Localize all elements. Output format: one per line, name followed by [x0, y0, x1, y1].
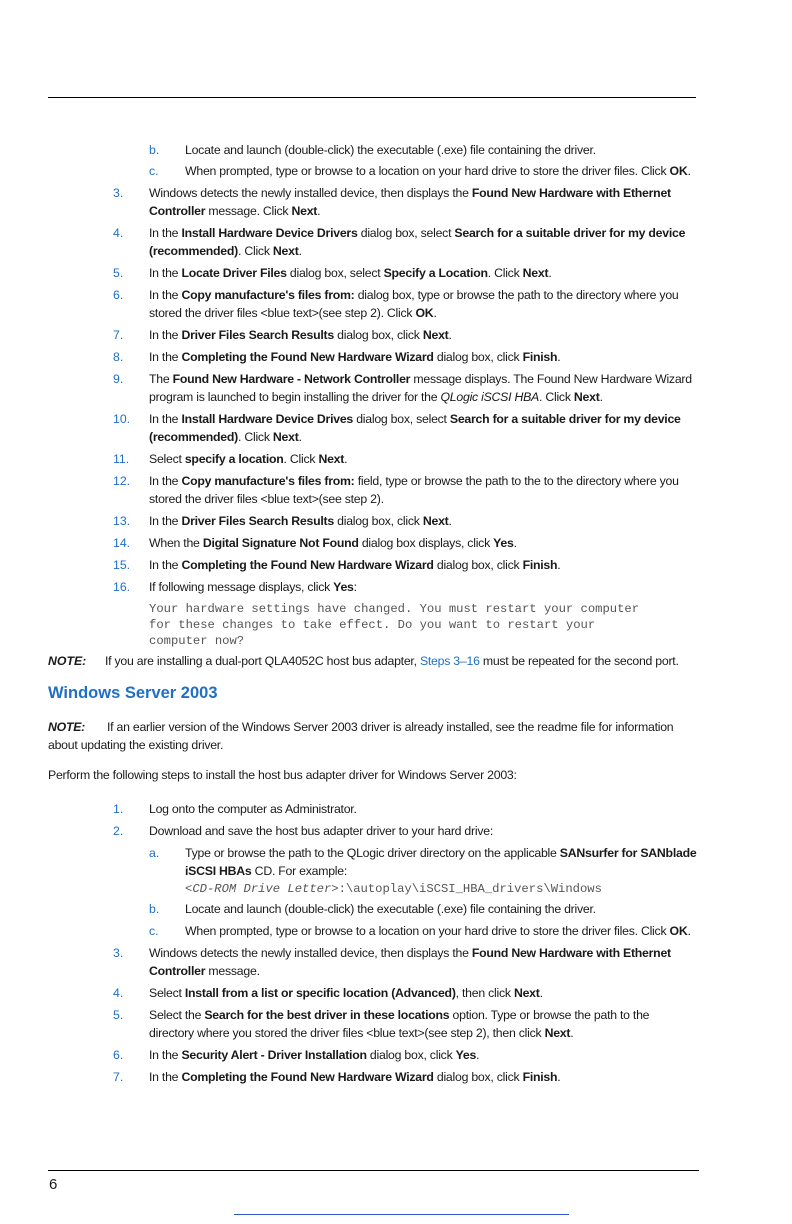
step-number: 7. [113, 328, 124, 342]
step-number: 4. [113, 986, 124, 1000]
step-text: In the Copy manufacture's files from: dialog box, type or browse the path to the directory where you stored the driver files <blue text>(see step 2). Click OK. [149, 288, 679, 320]
step-number: 9. [113, 372, 124, 386]
step-number: 5. [113, 266, 124, 280]
footer-link-line[interactable] [234, 1214, 569, 1215]
step-text: Locate and launch (double-click) the executable (.exe) file containing the driver. [185, 143, 596, 157]
step-text: Select Install from a list or specific location (Advanced), then click Next. [149, 986, 543, 1000]
step-text: In the Install Hardware Device Drives dialog box, select Search for a suitable driver for my device (recommended). Click Next. [149, 412, 681, 444]
intro-paragraph: Perform the following steps to install the host bus adapter driver for Windows Server 2003: [48, 768, 517, 782]
step-text: Download and save the host bus adapter driver to your hard drive: [149, 824, 493, 838]
step-text: The Found New Hardware - Network Controller message displays. The Found New Hardware Wizard program is launched to begin installing the driver for the QLogic iSCSI HBA. Click Next. [149, 372, 692, 404]
step-text: When the Digital Signature Not Found dialog box displays, click Yes. [149, 536, 517, 550]
step-text: In the Driver Files Search Results dialog box, click Next. [149, 514, 452, 528]
step-text: In the Completing the Found New Hardware Wizard dialog box, click Finish. [149, 558, 561, 572]
step-number: 5. [113, 1008, 124, 1022]
step-number: 3. [113, 946, 124, 960]
step-text: In the Security Alert - Driver Installation dialog box, click Yes. [149, 1048, 480, 1062]
page-number: 6 [49, 1176, 58, 1193]
step-text: In the Driver Files Search Results dialog box, click Next. [149, 328, 452, 342]
step-number: 6. [113, 288, 124, 302]
step-number: 2. [113, 824, 124, 838]
step-number: 1. [113, 802, 124, 816]
step-number: 16. [113, 580, 131, 594]
footer-rule [48, 1170, 699, 1171]
step-text: Select specify a location. Click Next. [149, 452, 348, 466]
step-text: When prompted, type or browse to a location on your hard drive to store the driver files. Click OK. [185, 164, 691, 178]
step-text: In the Completing the Found New Hardware Wizard dialog box, click Finish. [149, 350, 561, 364]
step-number: 14. [113, 536, 131, 550]
step-text: When prompted, type or browse to a location on your hard drive to store the driver files. Click OK. [185, 924, 691, 938]
header-rule [48, 97, 696, 98]
note-dual-port: If you are installing a dual-port QLA4052C host bus adapter, Steps 3–16 must be repeated for the second port. [105, 654, 679, 668]
step-number: c. [149, 924, 159, 938]
step-text: Type or browse the path to the QLogic driver directory on the applicable SANsurfer for SANblade iSCSI HBAs CD. For example: [185, 846, 697, 878]
step-text: Locate and launch (double-click) the executable (.exe) file containing the driver. [185, 902, 596, 916]
step-text: Select the Search for the best driver in these locations option. Type or browse the path to the directory where you stored the driver files <blue text>(see step 2), then click Next. [149, 1008, 650, 1040]
step-number: 4. [113, 226, 124, 240]
step-number: 7. [113, 1070, 124, 1084]
step-number: a. [149, 846, 160, 860]
step-number: 8. [113, 350, 124, 364]
step-text: In the Install Hardware Device Drivers dialog box, select Search for a suitable driver for my device (recommended). Click Next. [149, 226, 686, 258]
section-heading: Windows Server 2003 [48, 684, 218, 702]
step-text: If following message displays, click Yes: [149, 580, 357, 594]
note-earlier-version: NOTE: If an earlier version of the Windows Server 2003 driver is already installed, see the readme file for information about updating the existing driver. [48, 720, 674, 752]
step-text: In the Completing the Found New Hardware Wizard dialog box, click Finish. [149, 1070, 561, 1084]
step-number: c. [149, 164, 159, 178]
step-number: 3. [113, 186, 124, 200]
note-label: NOTE: [48, 654, 87, 668]
step-number: 13. [113, 514, 131, 528]
step-number: b. [149, 902, 160, 916]
example-path-rest: :\autoplay\iSCSI_HBA_drivers\Windows [338, 882, 602, 896]
step-number: 15. [113, 558, 131, 572]
step-number: 12. [113, 474, 131, 488]
step-number: 6. [113, 1048, 124, 1062]
step-text: Windows detects the newly installed device, then displays the Found New Hardware with Ethernet Controller message. [149, 946, 671, 978]
step-number: 10. [113, 412, 131, 426]
step-text: In the Copy manufacture's files from: field, type or browse the path to the to the directory where you stored the driver files <blue text>(see step 2). [149, 474, 679, 506]
example-path-drive: <CD-ROM Drive Letter> [185, 882, 339, 896]
step-number: 11. [113, 452, 130, 466]
step-text: In the Locate Driver Files dialog box, select Specify a Location. Click Next. [149, 266, 552, 280]
step-text: Windows detects the newly installed device, then displays the Found New Hardware with Ethernet Controller message. Click Next. [149, 186, 671, 218]
step-text: Log onto the computer as Administrator. [149, 802, 357, 816]
restart-message: Your hardware settings have changed. You must restart your computer for these changes to take effect. Do you want to restart your computer now? [149, 602, 640, 648]
note-label: NOTE: [48, 720, 86, 734]
example-path [185, 881, 602, 897]
step-number: b. [149, 143, 160, 157]
